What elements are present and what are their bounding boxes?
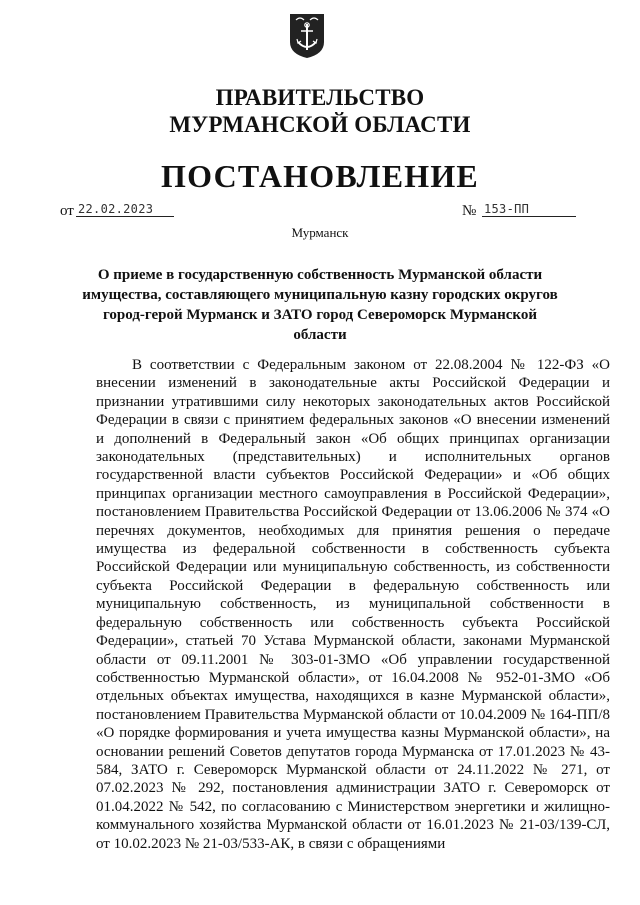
number-value: 153-ПП [482, 202, 576, 217]
body-paragraph: В соответствии с Федеральным законом от 22.08.2004 № 122-ФЗ «О внесении изменений в законодательные акты Российской Федерации и признании утратившими силу некоторых законодательных актов Российской Федерации в связи с принятием федеральных законов «О внесении изменений и дополнений в Федеральный закон «Об общих принципах организации законодательных (представительных) и исполнительных органов государственной власти субъектов Российской Федерации» и «Об общих принципах организации местного самоуправления в Российской Федерации», постановлением Правительства Российской Федерации от 13.06.2006 № 374 «О перечнях документов, необходимых для принятия решения о передаче имущества из федеральной собственности в собственность субъекта Российской Федерации или муниципальную собственность, из собственности субъекта Российской Федерации в федеральную собственность или муниципальную собственность, из муниципальной собственности в федеральную собственность или собственность субъекта Российской Федерации», статьей 70 Устава Мурманской области, законами Мурманской области от 09.11.2001 № 303-01-ЗМО «Об управлении государственной собственностью Мурманской области», от 16.04.2008 № 952-01-ЗМО «Об отдельных объектах имущества, находящихся в казне Мурманской области», постановлением Правительства Мурманской области от 10.04.2009 № 164-ПП/8 «О порядке формирования и учета имущества казны Мурманской области», на основании решений Советов депутатов города Мурманска от 17.01.2023 № 43-584, ЗАТО г. Североморск Мурманской области от 24.11.2022 № 271, от 07.02.2023 № 292, постановления администрации ЗАТО г. Североморск от 01.04.2022 № 542, по согласованию с Министерством энергетики и жилищно-коммунального хозяйства Мурманской области от 16.01.2023 № 21-03/139-СЛ, от 10.02.2023 № 21-03/533-АК, в связи с обращениями [96, 357, 610, 852]
date-number-row [60, 203, 585, 225]
coat-of-arms-emblem-icon [288, 12, 326, 60]
government-name-line1: ПРАВИТЕЛЬСТВО [215, 85, 425, 110]
date-value: 22.02.2023 [76, 202, 174, 217]
number-label: № [462, 203, 477, 219]
city-name: Мурманск [291, 225, 349, 240]
resolution-title: О приеме в государственную собственность Мурманской области имущества, составляющего муниципальную казну городских округов город-герой Мурманск и ЗАТО город Североморск Мурманской области [82, 267, 558, 343]
document-header [0, 84, 640, 195]
government-name-line2: МУРМАНСКОЙ ОБЛАСТИ [169, 112, 471, 137]
date-label: от [60, 203, 74, 219]
document-type-heading: ПОСТАНОВЛЕНИЕ [161, 158, 479, 194]
